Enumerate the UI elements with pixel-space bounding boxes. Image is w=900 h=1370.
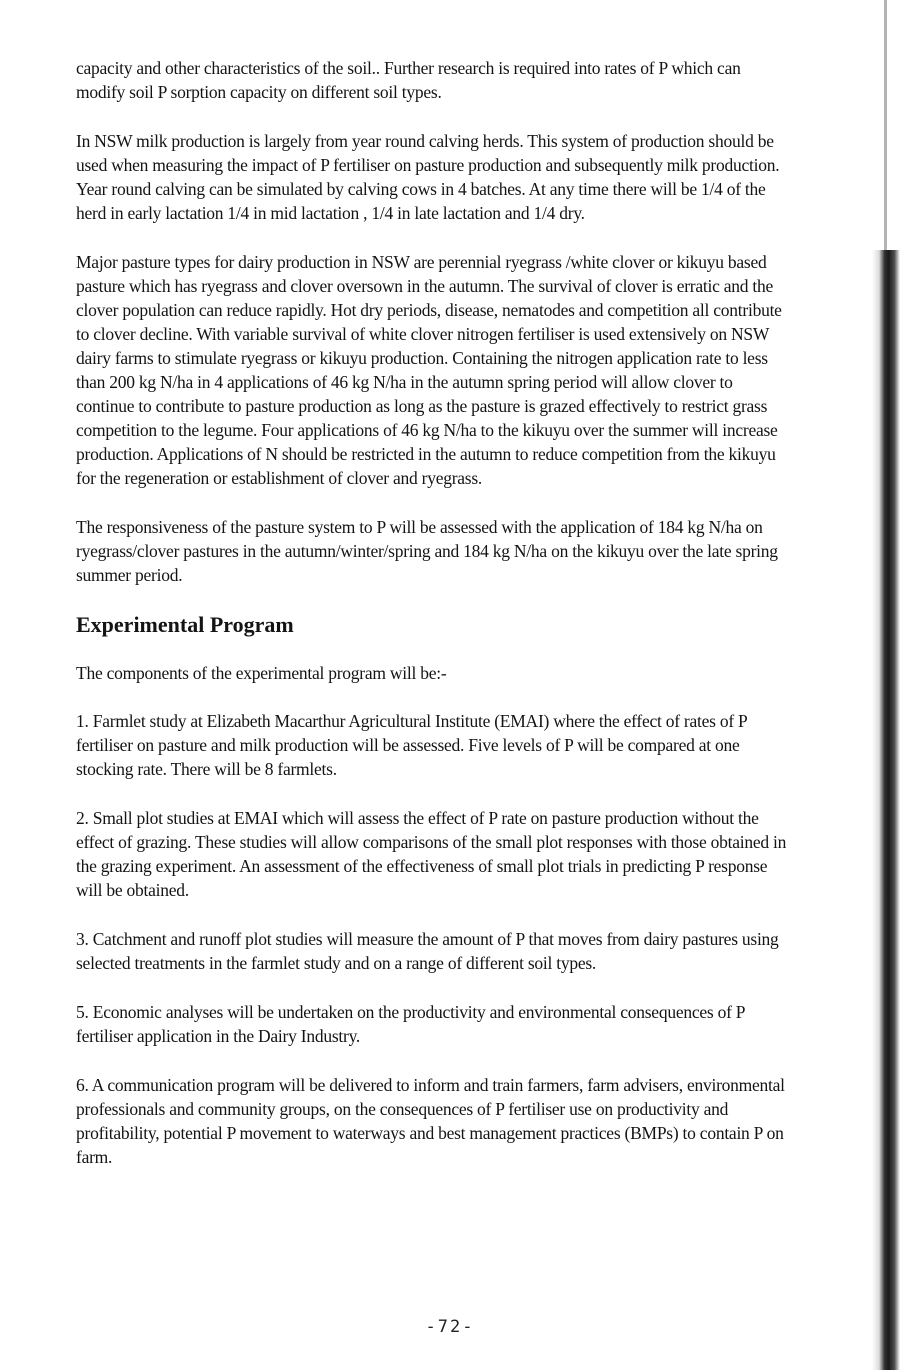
page-number: -72- <box>425 1317 475 1337</box>
section-intro: The components of the experimental program will be:- <box>76 663 447 683</box>
paragraph-responsiveness: The responsiveness of the pasture system to P will be assessed with the application of 184 kg N/ha on ryegrass/clover pastures in the autumn/winter/spring and 184 kg N/ha on the kikuyu over the late spring summer period. <box>76 517 778 585</box>
document-body <box>76 56 876 1194</box>
program-item-farmlet: 1. Farmlet study at Elizabeth Macarthur Agricultural Institute (EMAI) where the effect of rates of P fertiliser on pasture and milk production will be assessed. Five levels of P will be compared at one stocking rate. There will be 8 farmlets. <box>76 711 748 779</box>
program-item-catchment: 3. Catchment and runoff plot studies will measure the amount of P that moves from dairy pastures using selected treatments in the farmlet study and on a range of different soil types. <box>76 929 779 973</box>
paragraph-soil-sorption: capacity and other characteristics of the soil.. Further research is required into rates of P which can modify soil P sorption capacity on different soil types. <box>76 58 741 102</box>
paragraph-calving-herds: In NSW milk production is largely from year round calving herds. This system of production should be used when measuring the impact of P fertiliser on pasture production and subsequently milk production. Year round calving can be simulated by calving cows in 4 batches. At any time there will be 1/4 of the herd in early lactation 1/4 in mid lactation , 1/4 in late lactation and 1/4 dry. <box>76 131 780 223</box>
scan-shadow-edge <box>872 250 900 1370</box>
program-item-small-plot: 2. Small plot studies at EMAI which will assess the effect of P rate on pasture production without the effect of grazing. These studies will allow comparisons of the small plot responses with those obtained in the grazing experiment. An assessment of the effectiveness of small plot trials in predicting P response will be obtained. <box>76 808 787 900</box>
paragraph-pasture-types: Major pasture types for dairy production in NSW are perennial ryegrass /white clover or kikuyu based pasture which has ryegrass and clover oversown in the autumn. The survival of clover is erratic and the clover population can reduce rapidly. Hot dry periods, disease, nematodes and competition all contribute to clover decline. With variable survival of white clover nitrogen fertiliser is used extensively on NSW dairy farms to stimulate ryegrass or kikuyu production. Containing the nitrogen application rate to less than 200 kg N/ha in 4 applications of 46 kg N/ha in the autumn spring period will allow clover to continue to contribute to pasture production as long as the pasture is grazed effectively to restrict grass competition to the legume. Four applications of 46 kg N/ha to the kikuyu over the summer will increase production. Applications of N should be restricted in the autumn to reduce competition from the kikuyu for the regeneration or establishment of clover and ryegrass. <box>76 252 782 488</box>
program-item-communication: 6. A communication program will be delivered to inform and train farmers, farm advisers, environmental professionals and community groups, on the consequences of P fertiliser use on productivity and profitability, potential P movement to waterways and best management practices (BMPs) to contain P on farm. <box>76 1075 785 1167</box>
scan-shadow-top <box>884 0 887 250</box>
section-heading: Experimental Program <box>76 612 294 637</box>
program-item-economic: 5. Economic analyses will be undertaken on the productivity and environmental consequences of P fertiliser application in the Dairy Industry. <box>76 1002 746 1046</box>
